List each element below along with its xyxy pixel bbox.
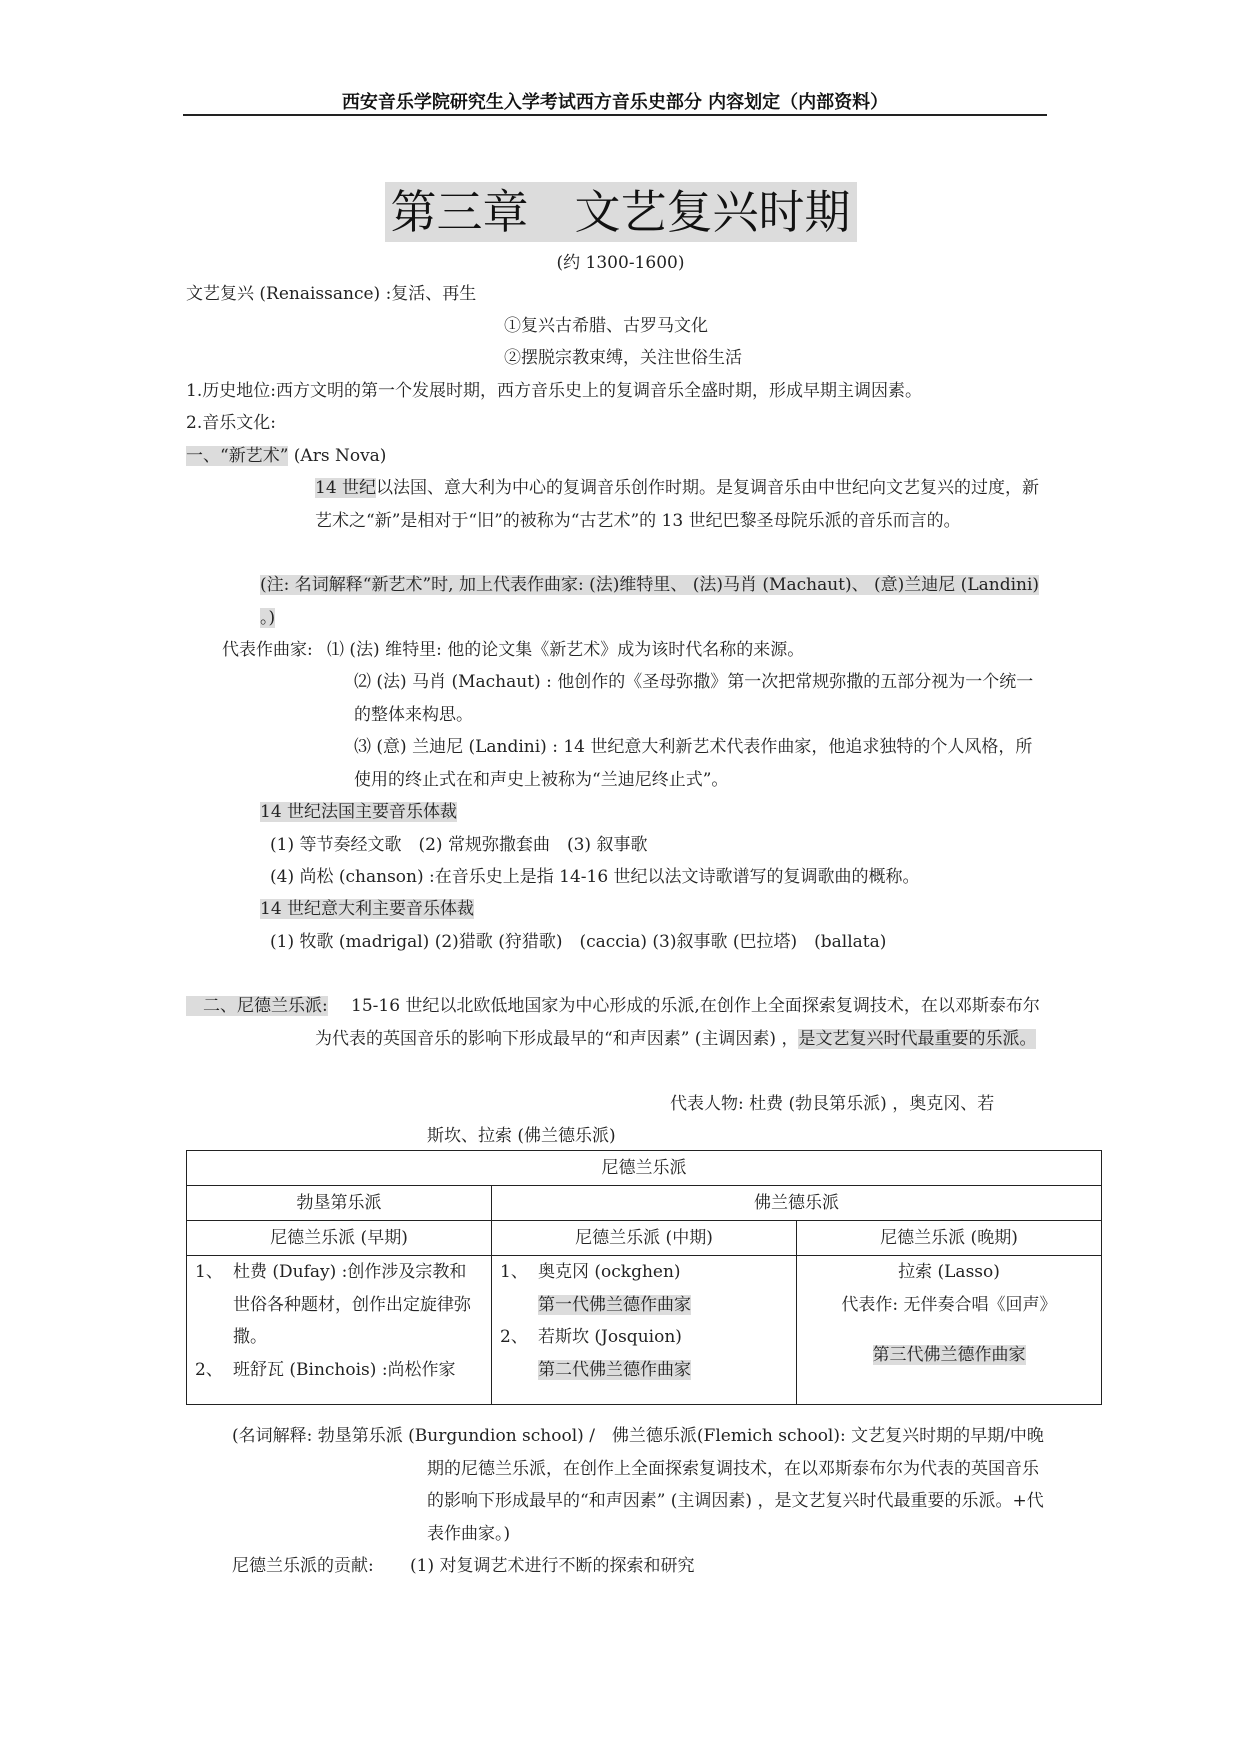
- ars-nova-description-text: 以法国、意大利为中心的复调音乐创作时期。是复调音乐由中世纪向文艺复兴的过度，新艺术之“新”是相对于“旧”的被称为“古艺术”的 13 世纪巴黎圣母院乐派的音乐而言的。: [315, 478, 1040, 531]
- ars-nova-note-text: (注: 名词解释“新艺术”时, 加上代表作曲家: (法)维特里、 (法)马肖 (Machaut)、 (意)兰迪尼 (Landini) 。): [260, 575, 1040, 628]
- header-rule: [183, 114, 1047, 116]
- burgundian-header: 勃垦第乐派: [187, 1186, 492, 1221]
- list-number: 1、: [500, 1262, 528, 1282]
- late-period-header: 尼德兰乐派 (晚期): [797, 1221, 1102, 1256]
- list-number: 2、: [195, 1359, 223, 1380]
- flemish-header: 佛兰德乐派: [492, 1186, 1102, 1221]
- josquin-generation: 第二代佛兰德作曲家: [538, 1359, 691, 1380]
- netherlands-heading: 二、尼德兰乐派:: [186, 996, 328, 1016]
- page-header-title: 西安音乐学院研究生入学考试西方音乐史部分 内容划定（内部资料）: [341, 92, 889, 113]
- contribution-label: 尼德兰乐派的贡献:: [232, 1556, 374, 1576]
- composer-vitry: ⑴ (法) 维特里: 他的论文集《新艺术》成为该时代名称的来源。: [327, 640, 805, 660]
- ockeghem-name: 奥克冈 (ockghen): [538, 1262, 681, 1282]
- netherlands-description-text: 15-16 世纪以北欧低地国家为中心形成的乐派,在创作上全面探索复调技术，在以邓斯泰布尔为代表的英国音乐的影响下形成最早的“和声因素” (主调因素) ，: [315, 996, 1040, 1049]
- ars-nova-heading-en: (Ars Nova): [288, 446, 387, 466]
- list-number: 2、: [500, 1327, 528, 1347]
- lasso-generation-line: [805, 1339, 1093, 1372]
- josquin-name: 若斯坎 (Josquion): [538, 1327, 682, 1347]
- music-culture-label: 2.音乐文化:: [186, 413, 276, 433]
- lasso-generation: 第三代佛兰德作曲家: [872, 1345, 1026, 1365]
- france-genres-heading: 14 世纪法国主要音乐体裁: [260, 802, 458, 822]
- renaissance-point-2: ②摆脱宗教束缚，关注世俗生活: [504, 348, 742, 368]
- historical-status: 1.历史地位:西方文明的第一个发展时期，西方音乐史上的复调音乐全盛时期，形成早期主调因素。: [186, 381, 922, 401]
- middle-period-header: 尼德兰乐派 (中期): [492, 1221, 797, 1256]
- france-genres-heading-line: [260, 796, 457, 828]
- ars-nova-century: 14 世纪: [315, 478, 377, 498]
- ars-nova-heading-line: [186, 440, 386, 472]
- ars-nova-note: [260, 569, 1048, 634]
- france-genres-line-1: (1) 等节奏经文歌 (2) 常规弥撒套曲 (3) 叙事歌: [270, 835, 648, 855]
- italy-genres-heading-line: [260, 893, 474, 925]
- lasso-name: 拉索 (Lasso): [898, 1262, 1000, 1282]
- list-item: [500, 1256, 788, 1321]
- list-item: [500, 1321, 788, 1386]
- middle-period-cell: [492, 1256, 797, 1405]
- netherlands-schools-table: [186, 1150, 1102, 1405]
- france-genres-line-2: (4) 尚松 (chanson) :在音乐史上是指 14-16 世纪以法文诗歌谱写的复调歌曲的概称。: [270, 867, 920, 887]
- ockeghem-generation: 第一代佛兰德作曲家: [538, 1294, 691, 1315]
- chapter-title-wrap: [0, 182, 1241, 242]
- netherlands-importance: 是文艺复兴时代最重要的乐派。: [798, 1028, 1037, 1049]
- renaissance-point-1: ①复兴古希腊、古罗马文化: [504, 316, 708, 336]
- composer-machaut: ⑵ (法) 马肖 (Machaut) : 他创作的《圣母弥撒》第一次把常规弥撒的五部分视为一个统一的整体来构思。: [354, 672, 1034, 725]
- ars-nova-description: [315, 472, 1047, 537]
- josquin-entry: [538, 1321, 691, 1386]
- composers-label: 代表作曲家:: [222, 640, 313, 660]
- early-period-header: 尼德兰乐派 (早期): [187, 1221, 492, 1256]
- composer-landini: ⑶ (意) 兰迪尼 (Landini) : 14 世纪意大利新艺术代表作曲家，他追求独特的个人风格，所使用的终止式在和声史上被称为“兰迪尼终止式”。: [354, 737, 1033, 790]
- binchois-entry: 班舒瓦 (Binchois) :尚松作家: [233, 1359, 456, 1380]
- late-period-cell: [797, 1256, 1102, 1405]
- italy-genres-heading: 14 世纪意大利主要音乐体裁: [260, 899, 475, 919]
- lasso-work: 代表作: 无伴奏合唱《回声》: [841, 1294, 1057, 1315]
- contribution-1: (1) 对复调艺术进行不断的探索和研究: [410, 1556, 695, 1576]
- list-item: [195, 1256, 483, 1354]
- representatives-line-2: 斯坎、拉索 (佛兰德乐派): [427, 1126, 616, 1146]
- ars-nova-heading: 一、“新艺术”: [186, 446, 289, 466]
- table-top-header: 尼德兰乐派: [187, 1151, 1102, 1186]
- term-explanation-note: (名词解释: 勃垦第乐派 (Burgundion school) / 佛兰德乐派(Flemich school): 文艺复兴时期的早期/中晚期的尼德兰乐派，在创作上全面探索复调技术，在以邓斯泰布尔为代表的英国音乐的影响下形成最早的“和声因素” (主调因素) ，是文艺复兴时代最重要的乐派。+代表作曲家。): [232, 1426, 1044, 1544]
- representatives-line-1: 代表人物: 杜费 (勃艮第乐派) ，奥克冈、若: [670, 1094, 995, 1114]
- netherlands-description: [315, 990, 1048, 1055]
- renaissance-definition: 文艺复兴 (Renaissance) :复活、再生: [186, 284, 477, 304]
- chapter-period: (约 1300-1600): [556, 253, 685, 273]
- list-item: [195, 1354, 483, 1387]
- ockeghem-entry: [538, 1256, 691, 1321]
- list-number: 1、: [195, 1262, 223, 1282]
- chapter-title: 第三章 文艺复兴时期: [385, 182, 857, 242]
- early-period-cell: [187, 1256, 492, 1405]
- italy-genres-line-1: (1) 牧歌 (madrigal) (2)猎歌 (狩猎歌) (caccia) (3)叙事歌 (巴拉塔) (ballata): [270, 932, 887, 952]
- dufay-entry: 杜费 (Dufay) :创作涉及宗教和世俗各种题材，创作出定旋律弥撒。: [233, 1262, 471, 1347]
